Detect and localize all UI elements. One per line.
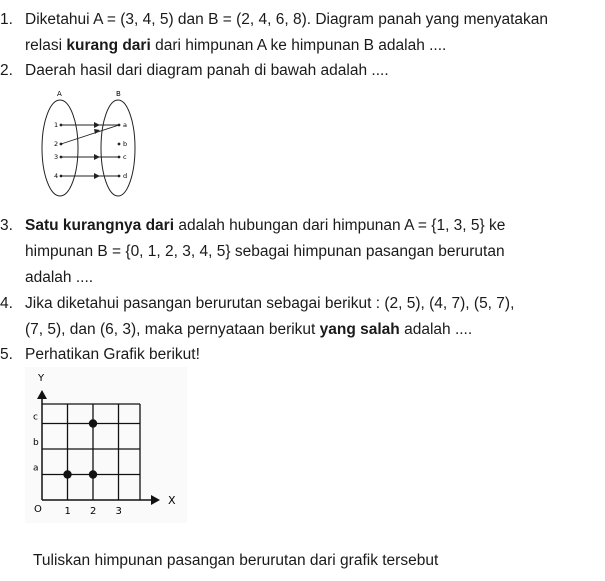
b-element-c: c [123, 153, 127, 161]
q1-text-1: Diketahui A = (3, 4, 5) dan B = (2, 4, 6, 8). Diagram panah yang menyatakan [25, 11, 549, 28]
a-element-1: 1 [54, 121, 59, 129]
q4-text-1: Jika diketahui pasangan berurutan sebagai berikut : (2, 5), (4, 7), (5, 7), [25, 295, 515, 312]
q1-line1 [0, 10, 548, 30]
q4-text-2b: adalah .... [399, 321, 473, 338]
q3-text-2: himpunan B = {0, 1, 2, 3, 4, 5} sebagai himpunan pasangan berurutan [25, 243, 505, 260]
q3-number: 3. [0, 217, 13, 234]
y-tick-label-c: c [33, 412, 38, 423]
q5-line1 [0, 345, 200, 365]
origin-label: O [34, 504, 42, 515]
q1-bold-text: kurang dari [66, 37, 151, 54]
q3-line1 [0, 216, 505, 236]
x-tick-label-2: 2 [90, 506, 97, 517]
q4-text-2a: (7, 5), dan (6, 3), maka pernyataan berikut [25, 321, 320, 338]
data-point-1-a [63, 470, 71, 478]
q1-text-2b: dari himpunan A ke himpunan B adalah .... [150, 37, 447, 54]
set-a-oval [42, 100, 78, 196]
q3-text-1: adalah hubungan dari himpunan A = {1, 3, 5} ke [174, 217, 506, 234]
x-tick-label-3: 3 [115, 506, 122, 517]
q5-instruction-text: Tuliskan himpunan pasangan berurutan dari grafik tersebut [33, 552, 439, 569]
arrow-2-a [61, 125, 119, 144]
q3-text-3: adalah .... [25, 269, 94, 286]
y-tick-label-a: a [33, 463, 39, 474]
a-element-2: 2 [54, 140, 59, 148]
q3-line3 [25, 268, 93, 288]
q5-number: 5. [0, 346, 13, 363]
q1-number: 1. [0, 11, 13, 28]
b-element-d: d [123, 172, 128, 180]
set-a-label: A [57, 90, 62, 98]
data-point-2-c [89, 419, 97, 427]
data-point-2-a [89, 470, 97, 478]
q4-line2 [25, 320, 472, 340]
q3-bold-text: Satu kurangnya dari [25, 217, 175, 234]
q5-instruction [33, 551, 438, 571]
q2-text: Daerah hasil dari diagram panah di bawah adalah .... [25, 62, 389, 79]
y-tick-label-b: b [33, 438, 39, 448]
q1-text-2a: relasi [25, 37, 67, 54]
q1-line2 [25, 36, 446, 56]
x-axis-label: X [168, 494, 176, 507]
y-axis-label: Y [38, 373, 45, 384]
x-tick-label-1: 1 [64, 506, 71, 517]
a-element-3: 3 [54, 153, 59, 161]
q2-number: 2. [0, 62, 13, 79]
q4-number: 4. [0, 295, 13, 312]
q4-line1 [0, 294, 514, 314]
q4-bold-text: yang salah [319, 321, 400, 338]
a-element-4: 4 [54, 172, 59, 180]
q5-text-1: Perhatikan Grafik berikut! [25, 346, 200, 363]
b-element-a: a [123, 121, 127, 129]
set-b-label: B [116, 90, 121, 98]
q2-line1 [0, 61, 389, 81]
q3-line2 [25, 242, 505, 262]
arrow-diagram [38, 86, 138, 198]
b-element-b: b [123, 140, 128, 148]
set-b-oval [101, 100, 135, 196]
coordinate-chart [25, 367, 187, 523]
